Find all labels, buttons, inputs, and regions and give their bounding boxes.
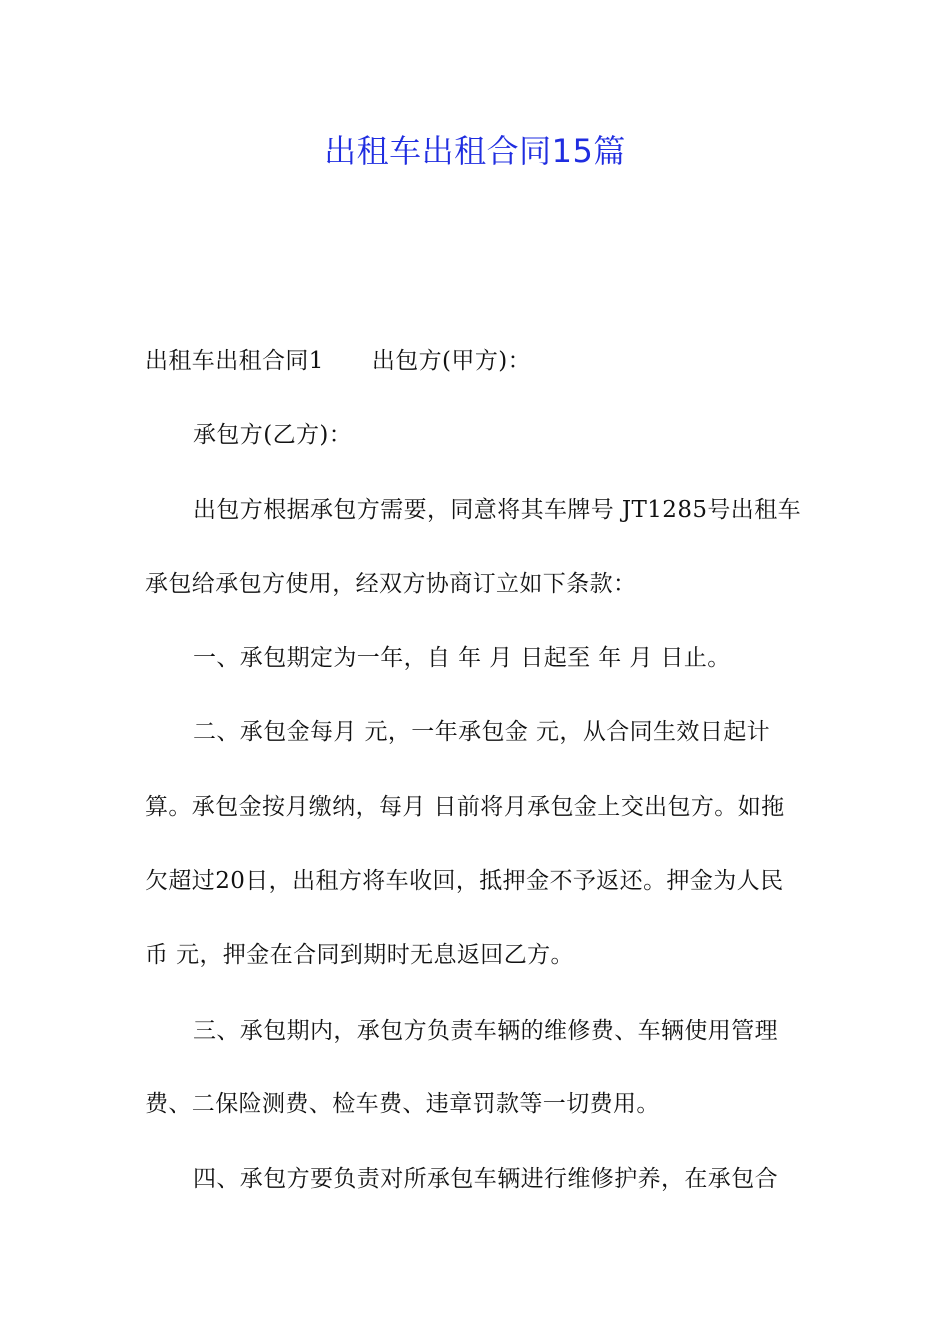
paragraph-line: 出包方根据承包方需要，同意将其车牌号 JT1285号出租车	[193, 497, 802, 523]
contract-heading-label: 出租车出租合同1	[145, 348, 324, 374]
document-title: 出租车出租合同15篇	[324, 132, 626, 170]
paragraph-line: 费、二保险测费、检车费、违章罚款等一切费用。	[145, 1091, 660, 1117]
paragraph-line: 欠超过20日，出租方将车收回，抵押金不予返还。押金为人民	[145, 868, 784, 894]
paragraph-line: 承包方(乙方)：	[193, 422, 353, 448]
paragraph-line: 三、承包期内，承包方负责车辆的维修费、车辆使用管理	[193, 1018, 778, 1044]
paragraph-line: 一、承包期定为一年，自 年 月 日起至 年 月 日止。	[193, 645, 731, 671]
paragraph-line: 币 元，押金在合同到期时无息返回乙方。	[145, 942, 574, 968]
paragraph-line: 二、承包金每月 元，一年承包金 元，从合同生效日起计	[193, 719, 771, 745]
contract-heading-party: 出包方(甲方)：	[371, 348, 531, 374]
paragraph-line: 承包给承包方使用，经双方协商订立如下条款：	[145, 571, 637, 597]
paragraph-line: 四、承包方要负责对所承包车辆进行维修护养，在承包合	[193, 1166, 778, 1192]
contract-heading-line	[145, 343, 810, 379]
paragraph-line: 算。承包金按月缴纳，每月 日前将月承包金上交出包方。如拖	[145, 794, 785, 820]
